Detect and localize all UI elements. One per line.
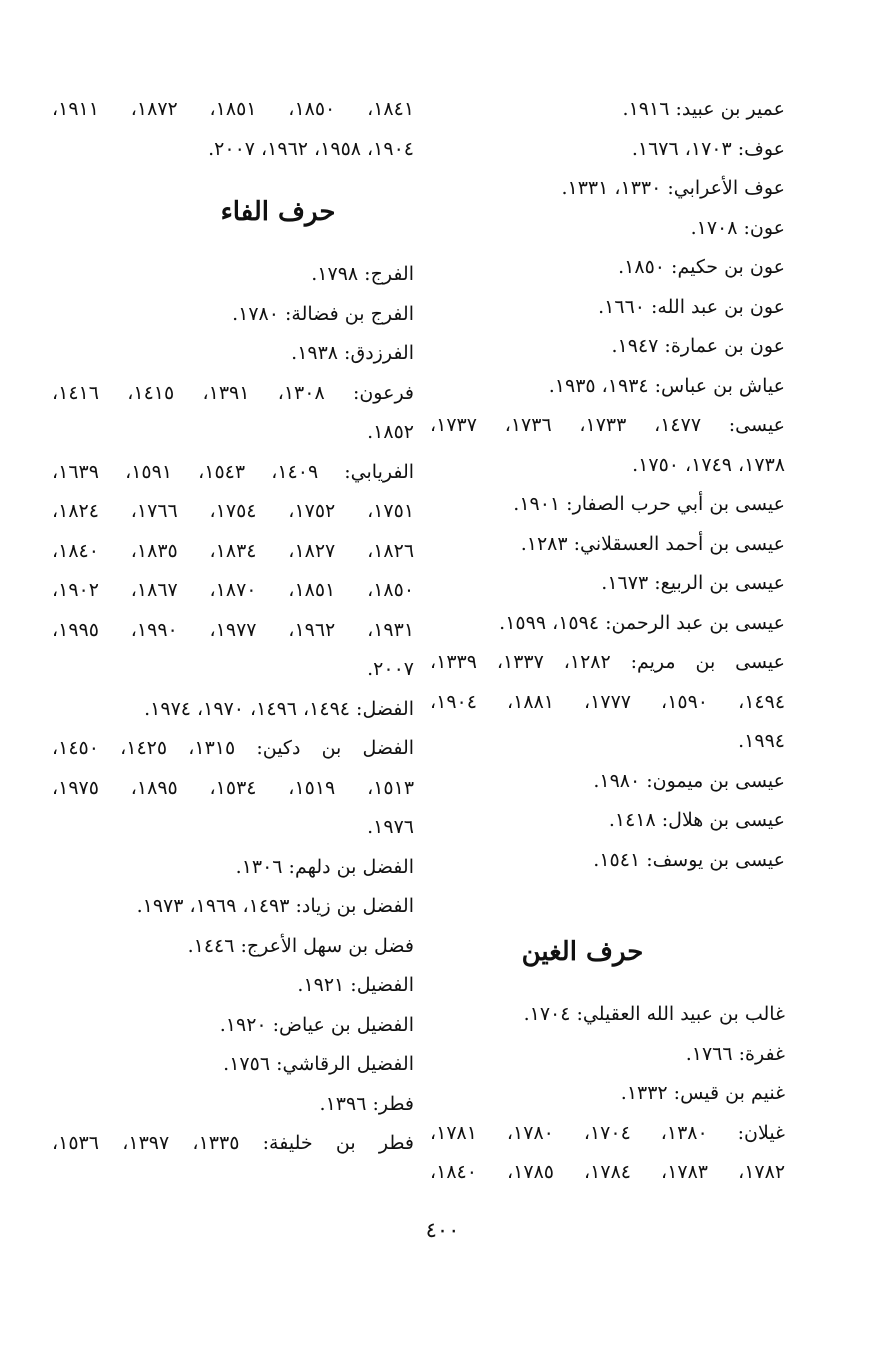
index-entry: غفرة: ١٧٦٦. <box>685 1042 785 1065</box>
index-entry: فطر بن خليفة: ١٣٣٥، ١٣٩٧، ١٥٣٦، <box>52 1132 415 1154</box>
index-entry: الفضل بن زياد: ١٤٩٣، ١٩٦٩، ١٩٧٣. <box>136 895 414 917</box>
left-column <box>52 90 414 1164</box>
page-number: ٤٠٠ <box>425 1218 460 1242</box>
index-entry: عمير بن عبيد: ١٩١٦. <box>622 98 785 120</box>
index-entry: ٢٠٠٧. <box>367 658 414 680</box>
index-entry: الفضيل: ١٩٢١. <box>297 974 414 996</box>
index-entry: ١٨٥٠، ١٨٥١، ١٨٧٠، ١٨٦٧، ١٩٠٢، <box>52 579 415 601</box>
index-entry: ١٩٧٦. <box>367 816 414 838</box>
index-entry: ١٧٥١، ١٧٥٢، ١٧٥٤، ١٧٦٦، ١٨٢٤، <box>52 500 415 522</box>
spacer <box>430 880 785 909</box>
index-entry: ١٩٩٤. <box>738 730 785 752</box>
index-entry: عيسى بن مريم: ١٢٨٢، ١٣٣٧، ١٣٣٩، <box>430 651 785 673</box>
index-entry: الفضيل بن عياض: ١٩٢٠. <box>219 1013 414 1036</box>
index-entry: فضل بن سهل الأعرج: ١٤٤٦. <box>187 934 414 957</box>
index-entry: عيسى بن أحمد العسقلاني: ١٢٨٣. <box>520 532 785 555</box>
section-heading: حرف الفاء <box>220 197 336 227</box>
index-entry: فرعون: ١٣٠٨، ١٣٩١، ١٤١٥، ١٤١٦، <box>52 381 415 404</box>
index-entry: عيسى: ١٤٧٧، ١٧٣٣، ١٧٣٦، ١٧٣٧، <box>430 414 786 436</box>
index-entry: ١٨٢٦، ١٨٢٧، ١٨٣٤، ١٨٣٥، ١٨٤٠، <box>52 539 415 562</box>
index-entry: عياش بن عباس: ١٩٣٤، ١٩٣٥. <box>548 374 785 397</box>
index-entry: عيسى بن يوسف: ١٥٤١. <box>593 848 785 871</box>
index-entry: عيسى بن الربيع: ١٦٧٣. <box>601 572 785 594</box>
index-entry: ١٤٩٤، ١٥٩٠، ١٧٧٧، ١٨٨١، ١٩٠٤، <box>430 690 786 713</box>
index-entry: الفضل بن دكين: ١٣١٥، ١٤٢٥، ١٤٥٠، <box>52 737 415 759</box>
index-entry: ١٥١٣، ١٥١٩، ١٥٣٤، ١٨٩٥، ١٩٧٥، <box>52 776 415 799</box>
index-entry: عوف الأعرابي: ١٣٣٠، ١٣٣١. <box>561 177 785 199</box>
index-entry: الفرج: ١٧٩٨. <box>311 263 414 285</box>
index-entry: غالب بن عبيد الله العقيلي: ١٧٠٤. <box>523 1003 785 1025</box>
index-entry: الفرج بن فضالة: ١٧٨٠. <box>232 302 414 325</box>
index-entry: ١٨٥٢. <box>367 421 414 443</box>
index-entry: عون بن عمارة: ١٩٤٧. <box>611 335 785 357</box>
index-entry: ١٨٤١، ١٨٥٠، ١٨٥١، ١٨٧٢، ١٩١١، <box>52 98 415 120</box>
section-heading: حرف الغين <box>521 937 644 967</box>
index-entry: عيسى بن أبي حرب الصفار: ١٩٠١. <box>513 493 785 515</box>
right-column <box>430 90 785 1193</box>
index-entry: عيسى بن هلال: ١٤١٨. <box>608 809 785 831</box>
index-entry: ١٧٣٨، ١٧٤٩، ١٧٥٠. <box>632 453 785 476</box>
index-entry: عيسى بن عبد الرحمن: ١٥٩٤، ١٥٩٩. <box>499 611 785 634</box>
index-entry: الفريابي: ١٤٠٩، ١٥٤٣، ١٥٩١، ١٦٣٩، <box>52 460 415 483</box>
index-entry: غيلان: ١٣٨٠، ١٧٠٤، ١٧٨٠، ١٧٨١، <box>430 1121 785 1144</box>
index-entry: عون بن عبد الله: ١٦٦٠. <box>598 295 785 318</box>
index-entry: عيسى بن ميمون: ١٩٨٠. <box>593 769 785 792</box>
index-entry: الفرزدق: ١٩٣٨. <box>291 342 414 364</box>
index-entry: الفضل بن دلهم: ١٣٠٦. <box>235 855 414 878</box>
index-entry: ١٩٠٤، ١٩٥٨، ١٩٦٢، ٢٠٠٧. <box>208 137 414 160</box>
index-entry: عون بن حكيم: ١٨٥٠. <box>618 256 785 278</box>
index-entry: عوف: ١٧٠٣، ١٦٧٦. <box>631 137 785 160</box>
index-entry: الفضل: ١٤٩٤، ١٤٩٦، ١٩٧٠، ١٩٧٤. <box>144 697 414 720</box>
index-entry: غنيم بن قيس: ١٣٣٢. <box>620 1082 785 1104</box>
index-entry: الفضيل الرقاشي: ١٧٥٦. <box>223 1053 414 1075</box>
index-entry: فطر: ١٣٩٦. <box>319 1092 414 1115</box>
index-entry: عون: ١٧٠٨. <box>690 216 785 239</box>
index-entry: ١٧٨٢، ١٧٨٣، ١٧٨٤، ١٧٨٥، ١٨٤٠، <box>430 1161 786 1183</box>
index-entry: ١٩٣١، ١٩٦٢، ١٩٧٧، ١٩٩٠، ١٩٩٥، <box>52 618 415 641</box>
